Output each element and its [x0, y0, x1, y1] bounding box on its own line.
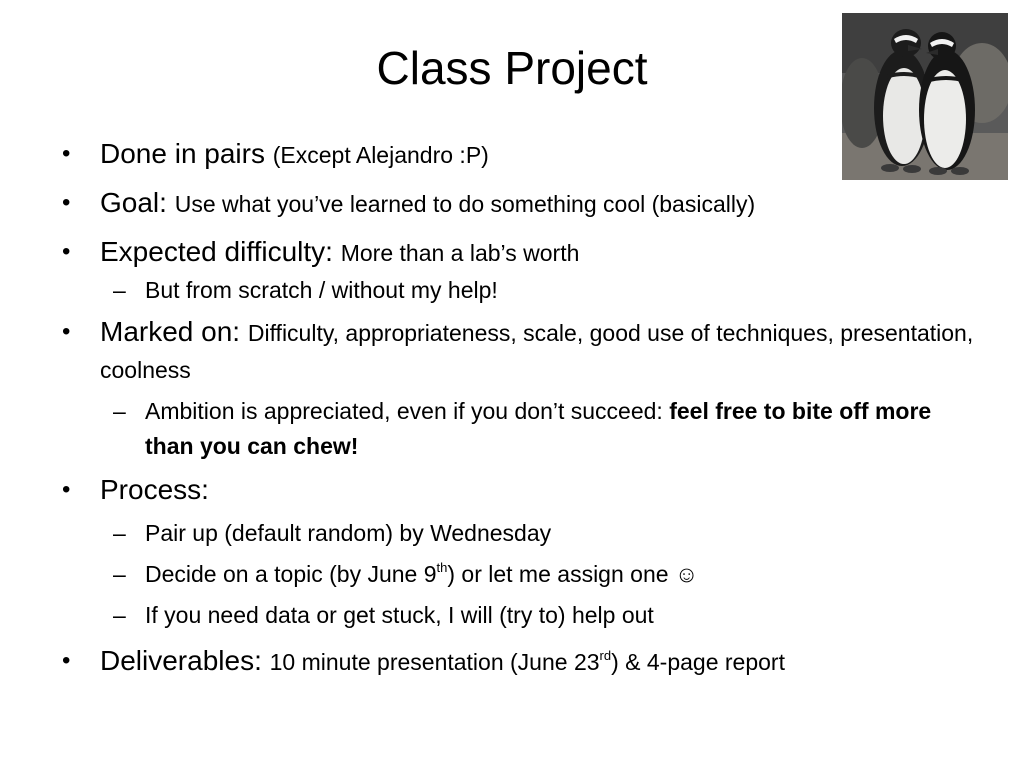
bullet-glyph: •: [62, 189, 71, 216]
bullet-note: Difficulty, appropriateness, scale, good use of techniques, presentation, coolness: [100, 320, 974, 383]
bullet-note-cont: ) & 4-page report: [611, 649, 785, 675]
dash-glyph: –: [113, 398, 126, 424]
bullet-note: More than a lab’s worth: [340, 240, 580, 266]
dash-glyph: –: [113, 277, 126, 303]
sub-bullet-scratch: [62, 273, 962, 308]
bullet-heading: Marked on:: [100, 316, 241, 347]
sub-bullet-emphasis: feel free to bite off more than you can chew!: [145, 398, 932, 459]
bullet-glyph: •: [62, 318, 71, 345]
bullet-difficulty: [62, 232, 962, 273]
bullet-goal: [62, 183, 962, 224]
sub-bullet-text: Decide on a topic (by June 9: [145, 561, 437, 587]
sub-bullet-help: [62, 598, 962, 633]
smiley-icon: ☺: [674, 561, 699, 587]
bullet-pairs: [62, 134, 962, 175]
ordinal-suffix: th: [436, 560, 448, 575]
bullet-heading: Deliverables:: [100, 645, 262, 676]
bullet-glyph: •: [62, 140, 71, 167]
dash-glyph: –: [113, 520, 126, 546]
bullet-heading: Done in pairs: [100, 138, 265, 169]
dash-glyph: –: [113, 602, 126, 628]
bullet-heading: Process:: [100, 474, 209, 505]
ordinal-suffix: rd: [599, 648, 612, 663]
bullet-glyph: •: [62, 238, 71, 265]
sub-bullet-text: Pair up (default random) by Wednesday: [145, 520, 552, 546]
sub-bullet-ambition: [62, 394, 975, 464]
bullet-glyph: •: [62, 476, 71, 503]
sub-bullet-text-cont: ) or let me assign one: [447, 561, 675, 587]
bullet-heading: Expected difficulty:: [100, 236, 333, 267]
slide-title: Class Project: [376, 42, 648, 94]
dash-glyph: –: [113, 561, 126, 587]
bullet-note: 10 minute presentation (June 23: [269, 649, 600, 675]
sub-bullet-pair-up: [62, 516, 962, 551]
bullet-marked: [62, 314, 980, 388]
bullet-heading: Goal:: [100, 187, 167, 218]
bullet-list: [62, 134, 974, 682]
bullet-process: [62, 470, 962, 510]
bullet-note: Use what you’ve learned to do something cool (basically): [174, 191, 756, 217]
sub-bullet-text: But from scratch / without my help!: [145, 277, 498, 303]
bullet-deliverables: [62, 641, 962, 682]
sub-bullet-text: If you need data or get stuck, I will (try to) help out: [145, 602, 654, 628]
sub-bullet-topic: [62, 557, 962, 592]
sub-bullet-text: Ambition is appreciated, even if you don’t succeed:: [145, 398, 663, 424]
bullet-glyph: •: [62, 647, 71, 674]
bullet-note: (Except Alejandro :P): [272, 142, 489, 168]
